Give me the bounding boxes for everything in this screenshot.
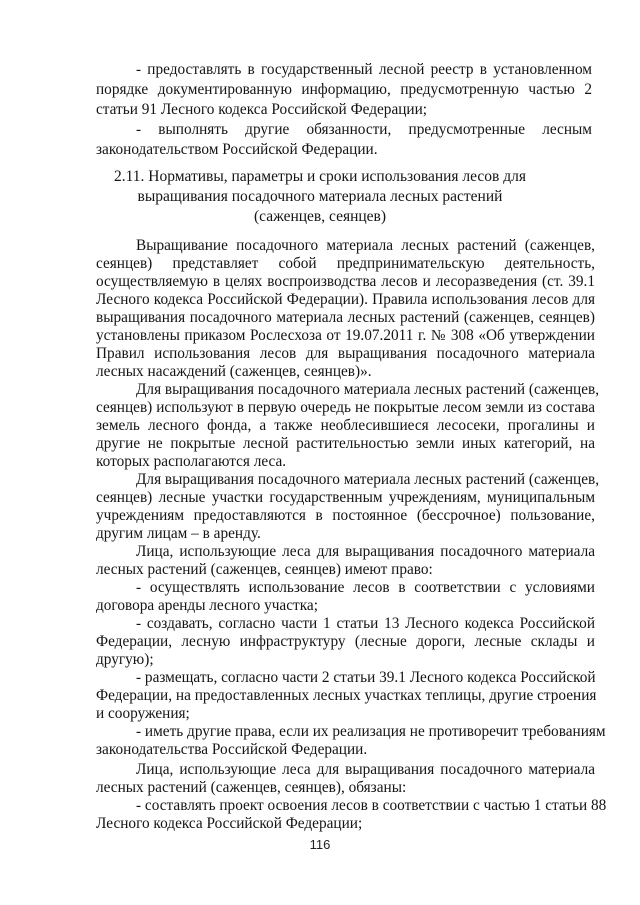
- body-line-11: земель лесного фонда, а также необлесившиеся лесосеки, прогалины и: [96, 417, 595, 434]
- body-line-4: Лесного кодекса Российской Федерации). Правила использования лесов для: [96, 291, 595, 308]
- body-line-32: - составлять проект освоения лесов в соответствии с частью 1 статьи 88: [136, 797, 607, 814]
- body-line-12: другие не покрытые лесной растительностью земли иных категорий, на: [96, 435, 595, 452]
- body-line-19: лесных растений (саженцев, сеянцев) имеют право:: [96, 561, 433, 578]
- body-line-6: установлены приказом Рослесхоза от 19.07.2011 г. № 308 «Об утверждении: [96, 327, 595, 344]
- body-line-20: - осуществлять использование лесов в соответствии с условиями: [136, 579, 595, 596]
- body-line-23: Федерации, лесную инфраструктуру (лесные дороги, лесные склады и: [96, 633, 595, 650]
- body-line-26: Федерации, на предоставленных лесных участках теплицы, другие строения: [96, 687, 597, 704]
- intro-line-4: - выполнять другие обязанности, предусмотренные лесным: [136, 121, 592, 138]
- body-line-22: - создавать, согласно части 1 статьи 13 Лесного кодекса Российской: [136, 615, 595, 632]
- body-line-30: Лица, использующие леса для выращивания посадочного материала: [136, 761, 595, 778]
- body-line-8: лесных насаждений (саженцев, сеянцев)».: [96, 363, 372, 380]
- body-line-9: Для выращивания посадочного материала лесных растений (саженцев,: [136, 381, 600, 398]
- body-line-33: Лесного кодекса Российской Федерации;: [96, 815, 363, 832]
- body-line-7: Правил использования лесов для выращивания посадочного материала: [96, 345, 595, 362]
- body-line-31: лесных растений (саженцев, сеянцев), обязаны:: [96, 779, 407, 796]
- body-line-21: договора аренды лесного участка;: [96, 597, 318, 614]
- body-line-15: сеянцев) лесные участки государственным учреждениям, муниципальным: [96, 489, 595, 506]
- intro-line-1: - предоставлять в государственный лесной реестр в установленном: [136, 61, 592, 78]
- body-line-2: сеянцев) представляет собой предпринимательскую деятельность,: [96, 255, 595, 272]
- body-line-24: другую);: [96, 651, 154, 668]
- body-line-1: Выращивание посадочного материала лесных растений (саженцев,: [136, 237, 595, 254]
- body-line-18: Лица, использующие леса для выращивания посадочного материала: [136, 543, 595, 560]
- body-line-17: другим лицам – в аренду.: [96, 525, 261, 542]
- section-heading-line-3: (саженцев, сеянцев): [253, 208, 387, 225]
- body-line-5: выращивания посадочного материала лесных растений (саженцев, сеянцев): [96, 309, 595, 326]
- page-number: 116: [309, 837, 331, 852]
- section-heading-line-2: выращивания посадочного материала лесных растений: [137, 188, 503, 205]
- body-line-14: Для выращивания посадочного материала лесных растений (саженцев,: [136, 471, 600, 488]
- body-line-13: которых располагаются леса.: [96, 453, 287, 470]
- intro-line-3: статьи 91 Лесного кодекса Российской Федерации;: [96, 101, 428, 118]
- body-line-28: - иметь другие права, если их реализация не противоречит требованиям: [136, 723, 606, 740]
- section-heading-line-1: 2.11. Нормативы, параметры и сроки использования лесов для: [114, 168, 526, 185]
- body-line-25: - размещать, согласно части 2 статьи 39.1 Лесного кодекса Российской: [136, 669, 596, 686]
- intro-line-5: законодательством Российской Федерации.: [96, 141, 378, 158]
- body-line-27: и сооружения;: [96, 705, 190, 722]
- body-line-10: сеянцев) используют в первую очередь не покрытые лесом земли из состава: [96, 399, 595, 416]
- intro-line-2: порядке документированную информацию, предусмотренную частью 2: [96, 81, 592, 98]
- body-line-29: законодательства Российской Федерации.: [96, 741, 368, 758]
- body-line-16: учреждениям предоставляются в постоянное (бессрочное) пользование,: [96, 507, 595, 524]
- body-line-3: осуществляемую в целях воспроизводства лесов и лесоразведения (ст. 39.1: [96, 273, 595, 290]
